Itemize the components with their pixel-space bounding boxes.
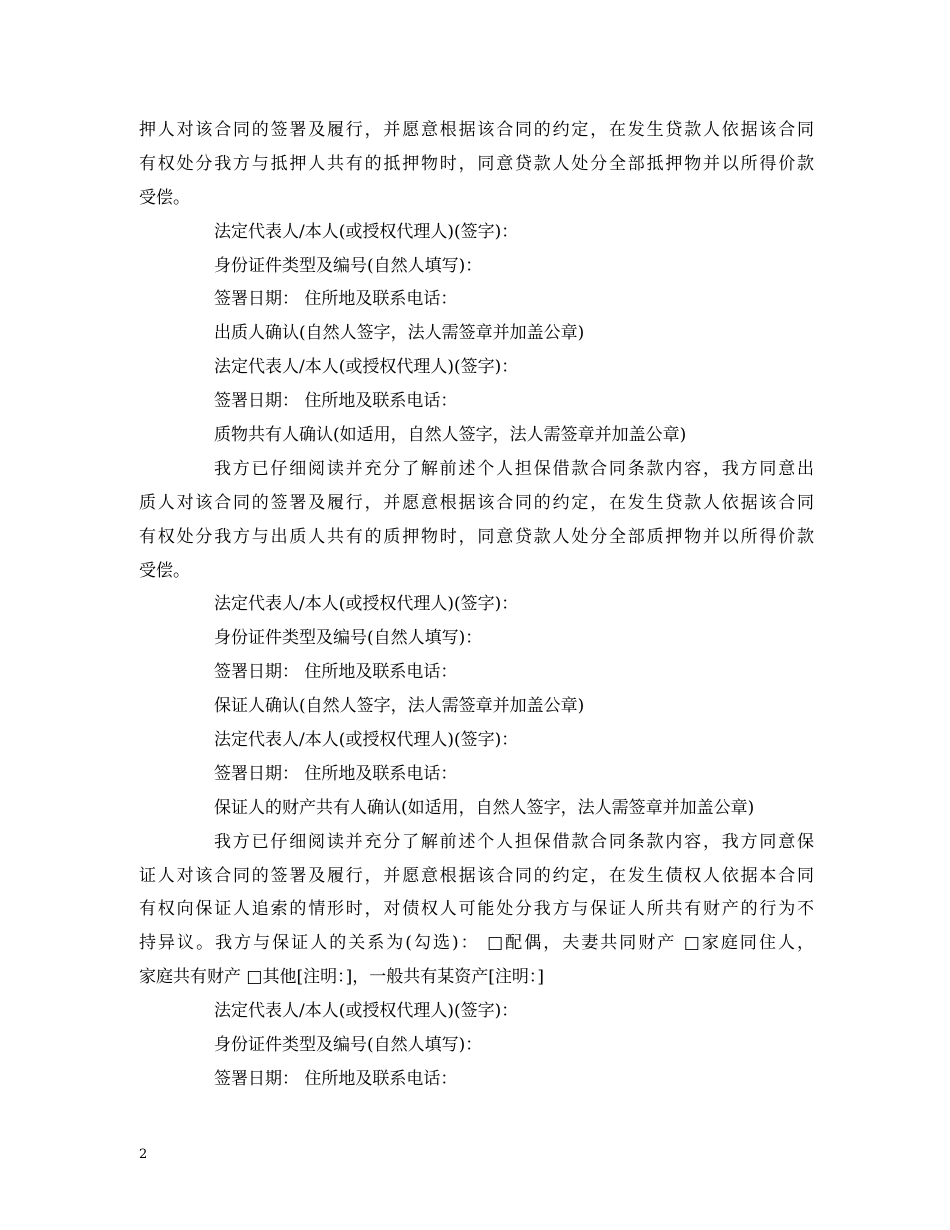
- paragraph-line: 我方已仔细阅读并充分了解前述个人担保借款合同条款内容，我方同意保: [214, 831, 814, 852]
- paragraph-line: 质人对该合同的签署及履行，并愿意根据该合同的约定，在发生贷款人依据该合同: [139, 492, 814, 513]
- signature-field-line: 签署日期： 住所地及联系电话：: [214, 763, 458, 784]
- signature-field-line: 签署日期： 住所地及联系电话：: [214, 289, 458, 310]
- paragraph-line: 受偿。: [139, 560, 190, 581]
- signature-field-line: 身份证件类型及编号(自然人填写)：: [214, 628, 483, 649]
- signature-field-line: 法定代表人/本人(或授权代理人)(签字)：: [214, 221, 519, 242]
- paragraph-line: 有权向保证人追索的情形时，对债权人可能处分我方与保证人所共有财产的行为不: [139, 899, 814, 920]
- signature-field-line: 身份证件类型及编号(自然人填写)：: [214, 255, 483, 276]
- signature-field-line: 身份证件类型及编号(自然人填写)：: [214, 1035, 483, 1056]
- signature-field-line: 质物共有人确认(如适用，自然人签字，法人需签章并加盖公章): [214, 425, 687, 446]
- paragraph-line: 我方已仔细阅读并充分了解前述个人担保借款合同条款内容，我方同意出: [214, 458, 814, 479]
- page-number: 2: [139, 1147, 148, 1162]
- paragraph: [139, 826, 814, 995]
- paragraph-line: 有权处分我方与抵押人共有的抵押物时，同意贷款人处分全部抵押物并以所得价款: [139, 153, 814, 174]
- signature-field-line: 保证人确认(自然人签字，法人需签章并加盖公章): [214, 696, 585, 717]
- paragraph: [139, 114, 814, 216]
- signature-field-line: 法定代表人/本人(或授权代理人)(签字)：: [214, 1001, 519, 1022]
- signature-field-line: 法定代表人/本人(或授权代理人)(签字)：: [214, 357, 519, 378]
- paragraph: [139, 453, 814, 589]
- signature-field-line: 签署日期： 住所地及联系电话：: [214, 1068, 458, 1089]
- signature-field-line: 出质人确认(自然人签字，法人需签章并加盖公章): [214, 323, 585, 344]
- paragraph-line: 受偿。: [139, 187, 190, 208]
- signature-field-line: 法定代表人/本人(或授权代理人)(签字)：: [214, 730, 519, 751]
- paragraph-line: 持异议。我方与保证人的关系为(勾选)： □配偶，夫妻共同财产 □家庭同住人，: [139, 933, 814, 954]
- signature-field-line: 签署日期： 住所地及联系电话：: [214, 662, 458, 683]
- paragraph-line: 有权处分我方与出质人共有的质押物时，同意贷款人处分全部质押物并以所得价款: [139, 526, 814, 547]
- paragraph-line: 家庭共有财产 □其他[注明：]，一般共有某资产[注明：]: [139, 967, 544, 988]
- paragraph-line: 押人对该合同的签署及履行，并愿意根据该合同的约定，在发生贷款人依据该合同: [139, 120, 814, 140]
- document-body: [139, 114, 814, 1097]
- paragraph-line: 证人对该合同的签署及履行，并愿意根据该合同的约定，在发生债权人依据本合同: [139, 865, 814, 886]
- signature-field-line: 法定代表人/本人(或授权代理人)(签字)：: [214, 594, 519, 615]
- signature-field-line: 保证人的财产共有人确认(如适用，自然人签字，法人需签章并加盖公章): [214, 797, 755, 818]
- signature-field-line: 签署日期： 住所地及联系电话：: [214, 391, 458, 412]
